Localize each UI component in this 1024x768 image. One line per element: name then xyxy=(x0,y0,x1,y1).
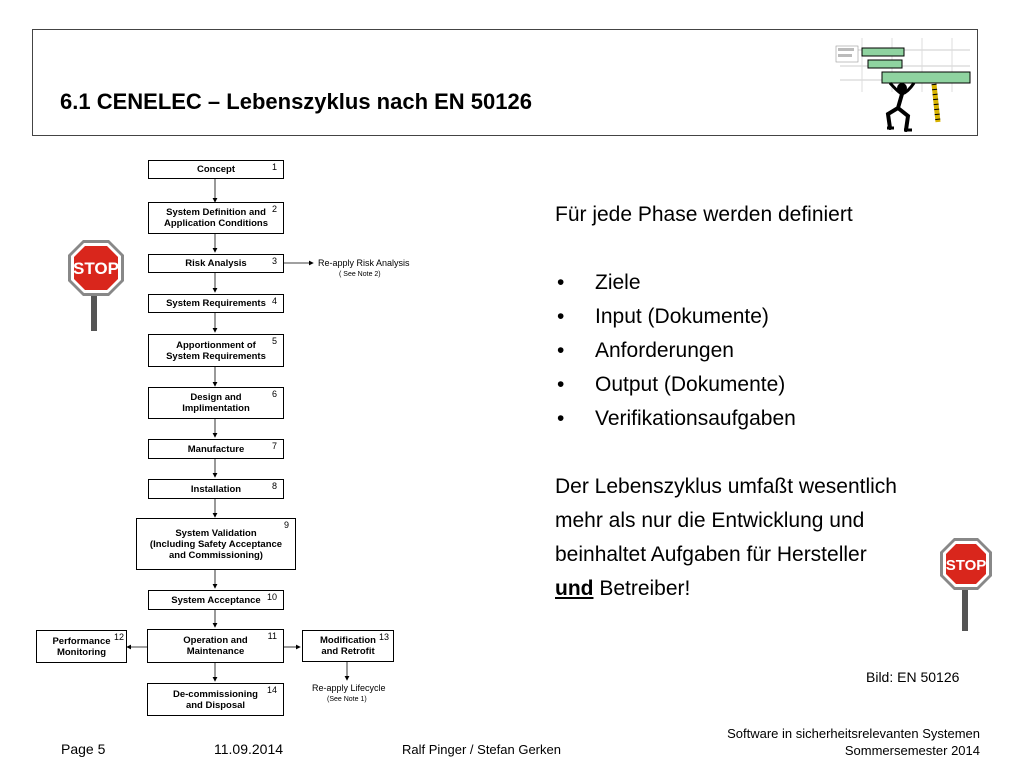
phase-box-design: Design and Implimentation 6 xyxy=(148,387,284,419)
note-reapply-risk: Re-apply Risk Analysis xyxy=(318,258,410,268)
stop-sign-icon xyxy=(66,238,126,332)
footer-authors: Ralf Pinger / Stefan Gerken xyxy=(402,742,561,757)
note-see-note-2: ( See Note 2) xyxy=(339,271,381,278)
note-reapply-lifecycle: Re-apply Lifecycle xyxy=(312,683,386,693)
intro-text: Für jede Phase werden definiert xyxy=(555,203,853,226)
slide-title: 6.1 CENELEC – Lebenszyklus nach EN 50126 xyxy=(60,89,532,114)
phase-box-modification: Modification and Retrofit 13 xyxy=(302,630,394,662)
summary-line xyxy=(555,572,995,606)
list-item: • Anforderungen xyxy=(555,334,995,368)
summary-paragraph xyxy=(555,470,995,606)
footer-semester: Sommersemester 2014 xyxy=(844,743,980,758)
phase-box-manufacture: Manufacture 7 xyxy=(148,439,284,459)
phase-box-system-definition: System Definition and Application Conditions 2 xyxy=(148,202,284,234)
phase-box-concept: Concept 1 xyxy=(148,160,284,179)
page-number: Page 5 xyxy=(61,741,106,757)
phase-box-system-acceptance: System Acceptance 10 xyxy=(148,590,284,610)
phase-box-system-validation: System Validation (Including Safety Acceptance and Commissioning) 9 xyxy=(136,518,296,570)
summary-line: Der Lebenszyklus umfaßt wesentlich xyxy=(555,475,897,498)
gantt-figure-logo xyxy=(832,32,978,135)
list-item: • Verifikationsaufgaben xyxy=(555,402,995,436)
summary-line: beinhaltet Aufgaben für Hersteller xyxy=(555,543,867,566)
betreiber-text: Betreiber! xyxy=(593,577,691,600)
phase-box-risk-analysis: Risk Analysis 3 xyxy=(148,254,284,273)
image-source: Bild: EN 50126 xyxy=(866,669,960,685)
list-item: • Input (Dokumente) xyxy=(555,300,995,334)
footer-course: Software in sicherheitsrelevanten Systemen xyxy=(727,726,980,741)
summary-line: mehr als nur die Entwicklung und xyxy=(555,509,865,532)
stop-sign-text: STOP xyxy=(945,557,987,574)
stop-sign-icon xyxy=(938,536,994,632)
note-see-note-1: (See Note 1) xyxy=(327,696,367,703)
stop-sign-text: STOP xyxy=(73,259,119,278)
phase-box-operation: Operation and Maintenance 11 xyxy=(147,629,284,663)
footer-date: 11.09.2014 xyxy=(214,741,284,757)
phase-box-decommissioning: De-commissioning and Disposal 14 xyxy=(147,683,284,716)
bullet-list xyxy=(555,266,995,436)
phase-box-performance-monitoring: Performance Monitoring 12 xyxy=(36,630,127,663)
und-emphasis: und xyxy=(555,577,594,600)
list-item: • Output (Dokumente) xyxy=(555,368,995,402)
phase-box-installation: Installation 8 xyxy=(148,479,284,499)
list-item: • Ziele xyxy=(555,266,995,300)
phase-description xyxy=(555,198,995,606)
phase-box-system-requirements: System Requirements 4 xyxy=(148,294,284,313)
phase-box-apportionment: Apportionment of System Requirements 5 xyxy=(148,334,284,367)
